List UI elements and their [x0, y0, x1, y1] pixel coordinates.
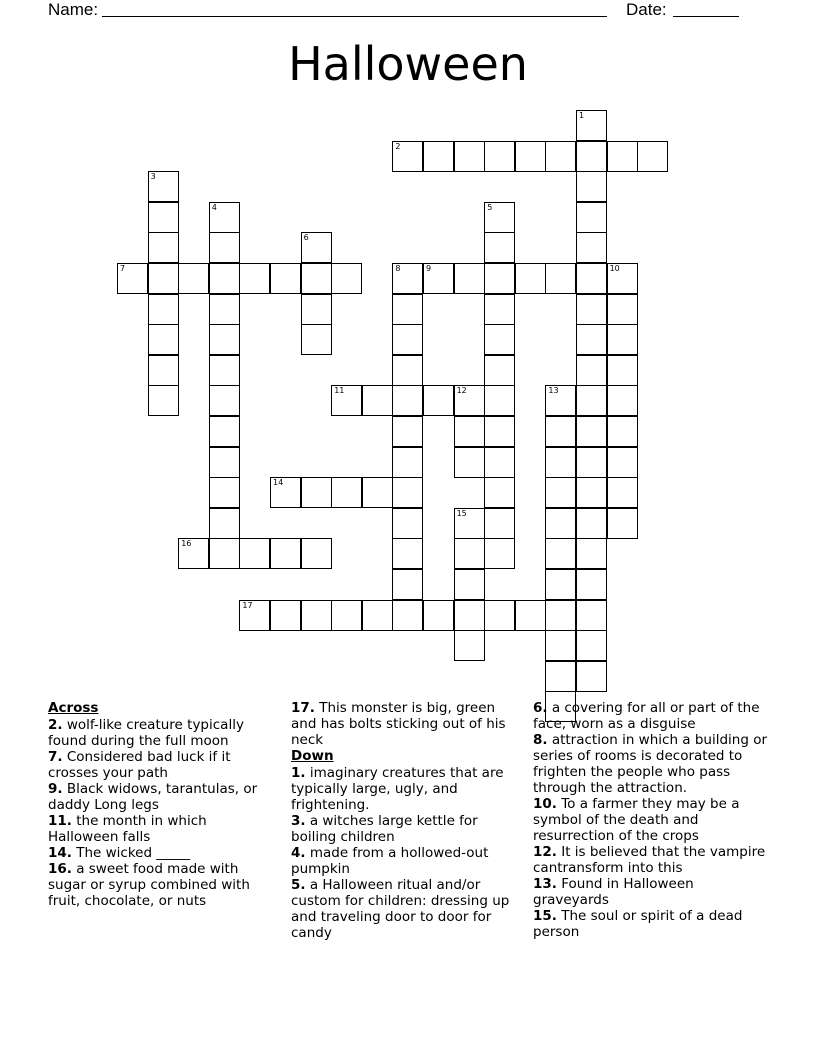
grid-cell[interactable] [209, 477, 240, 508]
clue-item-text: Black widows, tarantulas, or daddy Long legs [48, 781, 258, 813]
grid-cell[interactable] [484, 600, 515, 631]
grid-cell[interactable] [545, 569, 576, 600]
grid-cell[interactable] [484, 232, 515, 263]
grid-cell[interactable] [148, 171, 179, 202]
grid-cell[interactable] [392, 385, 423, 416]
grid-cell[interactable] [545, 416, 576, 447]
grid-cell[interactable] [209, 232, 240, 263]
grid-cell[interactable] [454, 416, 485, 447]
grid-cell[interactable] [148, 232, 179, 263]
clue-item-number: 9. [48, 781, 63, 797]
grid-cell[interactable] [239, 538, 270, 569]
clue-column-2 [291, 700, 523, 941]
grid-cell[interactable] [148, 202, 179, 233]
grid-cell[interactable] [423, 263, 454, 294]
grid-cell[interactable] [545, 508, 576, 539]
grid-cell[interactable] [454, 508, 485, 539]
grid-cell[interactable] [515, 141, 546, 172]
grid-cell[interactable] [545, 141, 576, 172]
grid-cell[interactable] [209, 385, 240, 416]
grid-cell[interactable] [331, 263, 362, 294]
clue-number: 3 [150, 172, 156, 182]
grid-cell[interactable] [270, 477, 301, 508]
clue-number: 1 [579, 111, 585, 120]
grid-cell[interactable] [454, 263, 485, 294]
grid-cell[interactable] [423, 141, 454, 172]
grid-cell[interactable] [484, 447, 515, 478]
grid-cell[interactable] [576, 630, 607, 661]
grid-cell[interactable] [301, 538, 332, 569]
grid-cell[interactable] [484, 263, 515, 294]
clue-item-text: Found in Halloween graveyards [533, 876, 694, 908]
grid-cell[interactable] [454, 385, 485, 416]
grid-cell[interactable] [392, 600, 423, 631]
grid-cell[interactable] [392, 263, 423, 294]
clue-item [48, 861, 278, 909]
clue-item [533, 908, 773, 940]
grid-cell[interactable] [148, 385, 179, 416]
grid-cell[interactable] [148, 294, 179, 325]
clue-item [533, 732, 773, 796]
clue-number: 12 [456, 386, 467, 396]
across-header: Across [48, 700, 99, 716]
date-label: Date: [626, 0, 667, 19]
grid-cell[interactable] [545, 447, 576, 478]
clue-item-number: 12. [533, 844, 557, 860]
grid-cell[interactable] [545, 477, 576, 508]
grid-cell[interactable] [576, 447, 607, 478]
grid-cell[interactable] [270, 600, 301, 631]
clue-item-text: a Halloween ritual and/or custom for children: dressing up and traveling door to door for candy [291, 877, 510, 941]
clue-item-text: wolf-like creature typically found during the full moon [48, 717, 244, 749]
grid-cell[interactable] [484, 355, 515, 386]
clue-item [291, 845, 523, 877]
clue-item-number: 16. [48, 861, 72, 877]
grid-cell[interactable] [576, 477, 607, 508]
grid-cell[interactable] [607, 447, 638, 478]
clue-item-text: attraction in which a building or series of rooms is decorated to frighten the people who pass through the attraction. [533, 732, 768, 796]
grid-cell[interactable] [148, 324, 179, 355]
clue-item [291, 813, 523, 845]
grid-cell[interactable] [637, 141, 668, 172]
grid-cell[interactable] [545, 263, 576, 294]
clue-number: 15 [456, 508, 467, 518]
clue-item-text: The wicked _____ [71, 845, 191, 861]
grid-cell[interactable] [576, 110, 607, 141]
clue-item [48, 813, 278, 845]
grid-cell[interactable] [576, 294, 607, 325]
grid-cell[interactable] [362, 477, 393, 508]
clue-number: 7 [120, 264, 126, 273]
grid-cell[interactable] [607, 508, 638, 539]
clue-column-3 [533, 700, 773, 940]
clue-item [533, 844, 773, 876]
clue-number: 8 [395, 264, 401, 273]
grid-cell[interactable] [607, 294, 638, 325]
grid-cell[interactable] [117, 263, 148, 294]
clue-item [533, 876, 773, 908]
clue-number: 9 [426, 264, 432, 273]
grid-cell[interactable] [454, 630, 485, 661]
clue-number: 17 [242, 600, 253, 610]
grid-cell[interactable] [576, 661, 607, 692]
down-header: Down [291, 748, 334, 764]
clue-item-number: 10. [533, 796, 557, 812]
grid-cell[interactable] [331, 477, 362, 508]
clue-item-text: Considered bad luck if it crosses your path [48, 749, 231, 781]
grid-cell[interactable] [607, 416, 638, 447]
clue-item [291, 765, 523, 813]
grid-cell[interactable] [239, 600, 270, 631]
grid-cell[interactable] [301, 324, 332, 355]
grid-cell[interactable] [270, 263, 301, 294]
clue-item [48, 845, 278, 861]
grid-cell[interactable] [576, 508, 607, 539]
clue-number: 4 [211, 202, 217, 212]
grid-cell[interactable] [576, 600, 607, 631]
clue-number: 16 [181, 539, 192, 549]
grid-cell[interactable] [392, 141, 423, 172]
grid-cell[interactable] [392, 538, 423, 569]
grid-cell[interactable] [607, 141, 638, 172]
clue-item [291, 877, 523, 941]
clue-number: 2 [395, 141, 401, 151]
grid-cell[interactable] [484, 508, 515, 539]
grid-cell[interactable] [576, 385, 607, 416]
clue-item-number: 14. [48, 845, 72, 861]
grid-cell[interactable] [209, 508, 240, 539]
grid-cell[interactable] [209, 294, 240, 325]
clue-item-number: 7. [48, 749, 63, 765]
clue-number: 6 [303, 233, 309, 243]
grid-cell[interactable] [362, 600, 393, 631]
grid-cell[interactable] [484, 416, 515, 447]
clue-item-number: 17. [291, 700, 315, 716]
grid-cell[interactable] [454, 538, 485, 569]
grid-cell[interactable] [607, 263, 638, 294]
grid-cell[interactable] [484, 202, 515, 233]
grid-cell[interactable] [331, 385, 362, 416]
clue-item [48, 749, 278, 781]
name-label: Name: [48, 0, 99, 19]
grid-cell[interactable] [362, 385, 393, 416]
grid-cell[interactable] [484, 141, 515, 172]
grid-cell[interactable] [423, 385, 454, 416]
clue-item-text: imaginary creatures that are typically large, ugly, and frightening. [291, 765, 504, 813]
clue-item-text: made from a hollowed-out pumpkin [291, 845, 489, 877]
grid-cell[interactable] [576, 538, 607, 569]
clue-item-number: 6. [533, 700, 548, 716]
grid-cell[interactable] [301, 263, 332, 294]
grid-cell[interactable] [484, 324, 515, 355]
grid-cell[interactable] [392, 324, 423, 355]
grid-cell[interactable] [270, 538, 301, 569]
clue-item-number: 5. [291, 877, 306, 893]
clue-number: 5 [487, 202, 493, 212]
clue-item [48, 781, 278, 813]
clue-item-number: 4. [291, 845, 306, 861]
grid-cell[interactable] [301, 294, 332, 325]
clue-item-text: a covering for all or part of the face, worn as a disguise [533, 700, 760, 732]
clue-item-text: It is believed that the vampire cantransform into this [533, 844, 766, 876]
grid-cell[interactable] [301, 232, 332, 263]
grid-cell[interactable] [576, 202, 607, 233]
grid-cell[interactable] [576, 355, 607, 386]
grid-cell[interactable] [454, 141, 485, 172]
grid-cell[interactable] [392, 447, 423, 478]
grid-cell[interactable] [392, 416, 423, 447]
grid-cell[interactable] [607, 385, 638, 416]
grid-cell[interactable] [392, 294, 423, 325]
grid-cell[interactable] [484, 538, 515, 569]
grid-cell[interactable] [545, 385, 576, 416]
clue-item [533, 796, 773, 844]
clue-item [533, 700, 773, 732]
grid-cell[interactable] [148, 263, 179, 294]
grid-cell[interactable] [576, 141, 607, 172]
grid-cell[interactable] [576, 263, 607, 294]
clue-item-number: 8. [533, 732, 548, 748]
clue-item-number: 3. [291, 813, 306, 829]
clue-item-text: This monster is big, green and has bolts sticking out of his neck [291, 700, 506, 748]
grid-cell[interactable] [454, 569, 485, 600]
clue-number: 10 [609, 264, 620, 273]
grid-cell[interactable] [576, 171, 607, 202]
grid-cell[interactable] [148, 355, 179, 386]
grid-cell[interactable] [545, 600, 576, 631]
grid-cell[interactable] [454, 447, 485, 478]
grid-cell[interactable] [607, 324, 638, 355]
grid-cell[interactable] [239, 263, 270, 294]
grid-cell[interactable] [301, 477, 332, 508]
grid-cell[interactable] [454, 600, 485, 631]
grid-cell[interactable] [576, 416, 607, 447]
clue-column-1 [48, 700, 278, 909]
grid-cell[interactable] [484, 294, 515, 325]
grid-cell[interactable] [576, 232, 607, 263]
grid-cell[interactable] [209, 355, 240, 386]
clue-number: 14 [273, 478, 284, 488]
grid-cell[interactable] [545, 538, 576, 569]
clue-item-number: 1. [291, 765, 306, 781]
grid-cell[interactable] [392, 569, 423, 600]
clue-item [291, 700, 523, 748]
grid-cell[interactable] [392, 355, 423, 386]
clue-item-number: 15. [533, 908, 557, 924]
clue-item-text: the month in which Halloween falls [48, 813, 207, 845]
grid-cell[interactable] [178, 263, 209, 294]
grid-cell[interactable] [209, 324, 240, 355]
grid-cell[interactable] [423, 600, 454, 631]
clue-item-text: a sweet food made with sugar or syrup combined with fruit, chocolate, or nuts [48, 861, 250, 909]
grid-cell[interactable] [576, 569, 607, 600]
grid-cell[interactable] [484, 477, 515, 508]
clue-item-number: 13. [533, 876, 557, 892]
grid-cell[interactable] [484, 385, 515, 416]
grid-cell[interactable] [392, 508, 423, 539]
grid-cell[interactable] [545, 630, 576, 661]
clue-item-number: 2. [48, 717, 63, 733]
grid-cell[interactable] [209, 263, 240, 294]
clue-number: 13 [548, 386, 559, 396]
grid-cell[interactable] [209, 538, 240, 569]
grid-cell[interactable] [515, 263, 546, 294]
grid-cell[interactable] [178, 538, 209, 569]
clue-number: 11 [334, 386, 345, 396]
grid-cell[interactable] [515, 600, 546, 631]
grid-cell[interactable] [209, 202, 240, 233]
clue-item-number: 11. [48, 813, 72, 829]
clue-item-text: To a farmer they may be a symbol of the death and resurrection of the crops [533, 796, 740, 844]
grid-cell[interactable] [209, 416, 240, 447]
grid-cell[interactable] [209, 447, 240, 478]
grid-cell[interactable] [545, 661, 576, 692]
grid-cell[interactable] [301, 600, 332, 631]
grid-cell[interactable] [607, 355, 638, 386]
grid-cell[interactable] [331, 600, 362, 631]
page-title: Halloween [288, 37, 528, 91]
clue-item-text: The soul or spirit of a dead person [533, 908, 743, 940]
grid-cell[interactable] [392, 477, 423, 508]
grid-cell[interactable] [607, 477, 638, 508]
clue-item [48, 717, 278, 749]
grid-cell[interactable] [576, 324, 607, 355]
clue-item-text: a witches large kettle for boiling children [291, 813, 478, 845]
